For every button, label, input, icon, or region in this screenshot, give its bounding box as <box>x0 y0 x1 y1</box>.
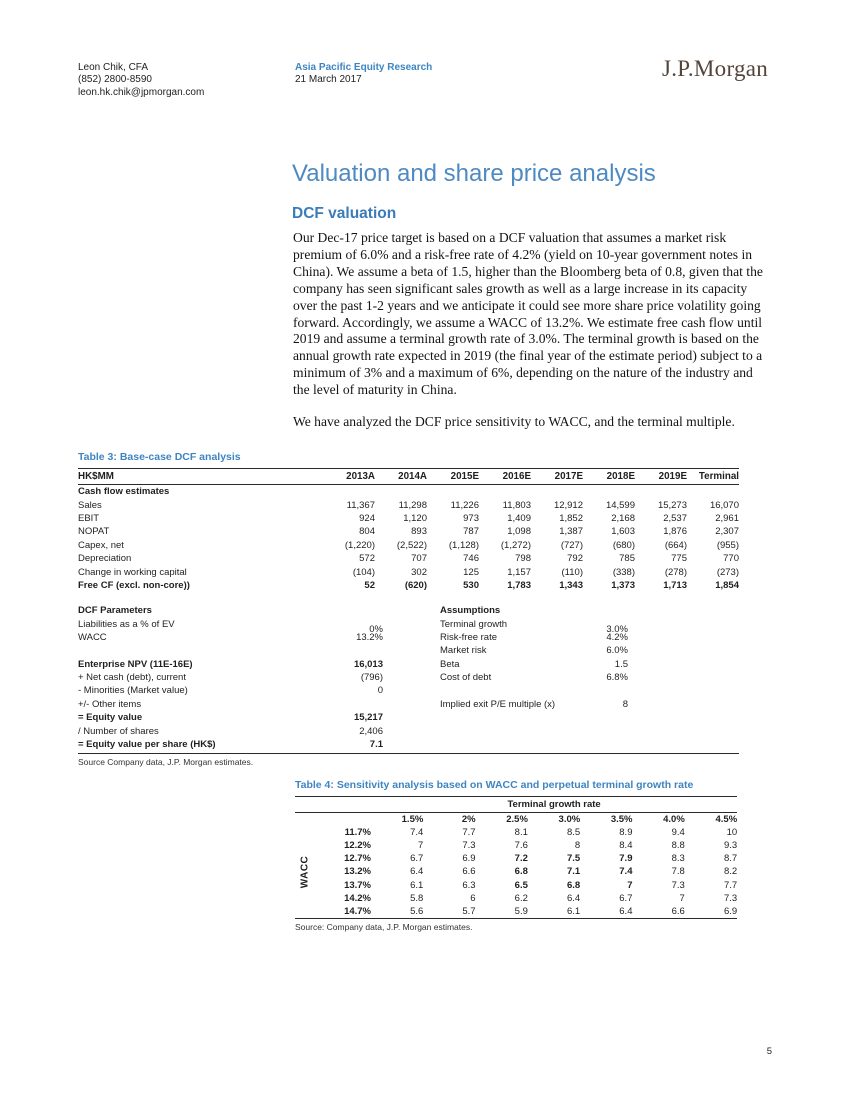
growth-rate-column-header: 3.5% <box>610 813 633 825</box>
sensitivity-cell: 8.8 <box>671 839 685 851</box>
sensitivity-cell: 5.9 <box>476 905 528 919</box>
dcf-params-grid <box>78 604 739 754</box>
row-label: Capex, net <box>78 539 124 551</box>
sensitivity-cell: 6.7 <box>619 892 633 904</box>
sensitivity-cell: 9.4 <box>671 826 685 838</box>
value-cell: 804 <box>359 526 375 538</box>
sensitivity-cell: 8.3 <box>671 853 685 865</box>
param-value <box>305 604 383 617</box>
value-cell: 787 <box>463 526 479 538</box>
wacc-axis-text: WACC <box>299 855 311 889</box>
value-cell: (273) <box>716 566 739 578</box>
spacer-cell <box>628 698 739 711</box>
value-cell: 1,876 <box>663 526 687 538</box>
sensitivity-cell: 7.7 <box>462 826 476 838</box>
param-value: 7.1 <box>369 739 383 751</box>
value-cell: 1,852 <box>559 512 583 524</box>
report-date: 21 March 2017 <box>295 74 362 86</box>
param-value: 16,013 <box>353 658 383 670</box>
sensitivity-cell: 7.8 <box>671 866 685 878</box>
param-label: = Equity value per share (HK$) <box>78 739 216 751</box>
sensitivity-row <box>295 878 737 891</box>
value-cell: 572 <box>359 553 375 565</box>
growth-rate-column-header: 2.5% <box>506 813 528 825</box>
param-label: = Equity value <box>78 712 143 724</box>
assumption-value <box>592 684 628 697</box>
sensitivity-row <box>295 852 737 865</box>
assumption-label: Beta <box>440 658 460 670</box>
sensitivity-cell: 6.4 <box>566 892 581 904</box>
param-value: (796) <box>360 672 383 684</box>
spacer-cell <box>383 618 440 631</box>
row-label: NOPAT <box>78 526 110 538</box>
param-label: - Minorities (Market value) <box>78 685 188 697</box>
value-cell: 1,343 <box>559 579 583 591</box>
spacer-cell <box>628 658 739 671</box>
dcf-table <box>78 468 739 592</box>
value-cell: 11,298 <box>398 499 427 511</box>
year-column-header: 2018E <box>583 469 635 485</box>
sensitivity-cell: 7.3 <box>723 892 738 904</box>
value-cell: 1,783 <box>507 579 531 591</box>
value-cell: 125 <box>463 566 479 578</box>
sensitivity-cell: 8.4 <box>619 839 633 851</box>
spacer-cell <box>628 738 739 751</box>
value-cell: 14,599 <box>605 499 635 511</box>
author-email: leon.hk.chik@jpmorgan.com <box>78 86 205 98</box>
spacer-cell <box>383 684 440 697</box>
wacc-value: 11.7% <box>344 826 371 838</box>
sensitivity-cell: 7.7 <box>723 879 738 891</box>
growth-rate-column-header: 2% <box>461 813 476 825</box>
spacer-cell <box>383 644 440 657</box>
sensitivity-cell: 8 <box>574 839 581 851</box>
spacer-cell <box>383 671 440 684</box>
spacer-cell <box>315 812 371 826</box>
year-column-header: 2014A <box>375 469 427 485</box>
sensitivity-cell: 8.2 <box>723 866 738 878</box>
spacer-cell <box>628 725 739 738</box>
sensitivity-cell: 8.1 <box>514 826 528 838</box>
value-cell: 11,803 <box>502 499 531 511</box>
terminal-growth-rate-header: Terminal growth rate <box>371 797 737 813</box>
value-cell: 15,273 <box>657 499 687 511</box>
year-column-header: 2013A <box>323 469 375 485</box>
sensitivity-table <box>295 796 737 919</box>
assumption-value <box>592 711 628 724</box>
value-cell: 16,070 <box>709 499 739 511</box>
sensitivity-cell: 7.3 <box>671 879 685 891</box>
author-name: Leon Chik, CFA <box>78 62 149 73</box>
param-label: WACC <box>78 631 107 643</box>
sensitivity-cell: 6.8 <box>514 866 528 878</box>
sensitivity-cell: 7 <box>627 879 633 891</box>
param-value <box>305 698 383 711</box>
assumption-label <box>440 725 592 738</box>
sensitivity-cell: 6.3 <box>462 879 476 891</box>
growth-rate-column-header: 4.5% <box>715 813 738 825</box>
sensitivity-cell: 7.1 <box>566 866 581 878</box>
year-column-header: 2019E <box>635 469 687 485</box>
value-cell: (664) <box>664 539 687 551</box>
assumption-value: 6.8% <box>606 672 628 684</box>
value-cell: 893 <box>411 526 427 538</box>
spacer-cell <box>383 698 440 711</box>
wacc-value: 12.2% <box>344 839 371 851</box>
value-cell: (338) <box>612 566 635 578</box>
table4-caption: Table 4: Sensitivity analysis based on WACC and perpetual terminal growth rate <box>295 779 694 791</box>
table-row <box>78 539 739 552</box>
assumption-label <box>440 711 592 724</box>
spacer-cell <box>383 725 440 738</box>
value-cell: (1,272) <box>500 539 531 551</box>
value-cell: 2,537 <box>663 512 687 524</box>
value-cell: (1,220) <box>344 539 375 551</box>
spacer-cell <box>628 604 739 617</box>
wacc-value: 14.2% <box>344 892 371 904</box>
sensitivity-cell: 5.8 <box>410 892 424 904</box>
table3-source: Source Company data, J.P. Morgan estimates. <box>78 757 254 768</box>
param-value: 0 <box>377 685 383 697</box>
value-cell: 775 <box>671 553 687 565</box>
assumption-label: Market risk <box>440 645 487 657</box>
publication-info <box>295 62 432 87</box>
assumption-value: 6.0% <box>606 645 628 657</box>
body-paragraph-1: Our Dec-17 price target is based on a DCF valuation that assumes a market risk premium of 6.0% and a risk-free rate of 4.2% (yield on 10-year government notes in China). We assume a beta of 1.5, higher than the Bloomberg beta of 0.8, given that the company has seen significant sales growth as well as a large increase in its capacity over the past 1-2 years and we anticipate it could see more share price volatility going forward. Accordingly, we assume a WACC of 13.2%. We estimate free cash flow until 2019 and assume a terminal growth rate of 3.0%. The terminal growth is based on the annual growth rate expected in 2019 (the final year of the estimate period) subject to a minimum of 3% and a maximum of 6%, depending on the nature of the industry and the level of maturity in China. <box>293 230 763 398</box>
jpmorgan-logo: J.P.Morgan <box>662 56 769 81</box>
value-cell: 1,854 <box>715 579 739 591</box>
value-cell: 798 <box>515 553 531 565</box>
wacc-axis-label <box>295 826 315 919</box>
research-division: Asia Pacific Equity Research <box>295 62 433 73</box>
assumption-value <box>592 604 628 617</box>
assumption-value: 1.5 <box>614 658 628 670</box>
value-cell: (727) <box>560 539 583 551</box>
value-cell: (278) <box>664 566 687 578</box>
sensitivity-cell: 7.3 <box>462 839 476 851</box>
growth-rate-column-header: 4.0% <box>663 813 685 825</box>
sensitivity-cell: 6.4 <box>580 905 632 919</box>
sensitivity-cell: 8.9 <box>619 826 633 838</box>
growth-rate-column-header: 1.5% <box>401 813 424 825</box>
sensitivity-cell: 7.5 <box>566 853 581 865</box>
value-cell: 792 <box>567 553 583 565</box>
value-cell: 770 <box>723 553 739 565</box>
sensitivity-cell: 6.8 <box>566 879 581 891</box>
sensitivity-cell: 9.3 <box>723 839 738 851</box>
value-cell: 785 <box>619 553 635 565</box>
table4-column-header-row <box>295 812 737 826</box>
sensitivity-row <box>295 826 737 839</box>
value-cell: 12,912 <box>553 499 583 511</box>
value-cell: 973 <box>463 512 479 524</box>
table3-caption: Table 3: Base-case DCF analysis <box>78 451 241 463</box>
spacer-cell <box>383 738 440 751</box>
assumption-label: Risk-free rate <box>440 631 498 643</box>
param-value <box>305 644 383 657</box>
param-value: 0% <box>369 623 383 635</box>
spacer-cell <box>383 658 440 671</box>
sensitivity-cell: 10 <box>726 826 738 838</box>
sensitivity-cell: 7.9 <box>619 853 633 865</box>
row-label: Change in working capital <box>78 566 187 578</box>
param-label: +/- Other items <box>78 698 142 710</box>
value-cell: 1,409 <box>507 512 531 524</box>
sensitivity-cell: 7.2 <box>514 853 528 865</box>
page-title: Valuation and share price analysis <box>292 160 656 187</box>
value-cell: (104) <box>352 566 375 578</box>
table-row <box>78 579 739 592</box>
value-cell: (955) <box>716 539 739 551</box>
table-row <box>78 565 739 578</box>
sensitivity-row <box>295 892 737 905</box>
year-column-header: 2015E <box>427 469 479 485</box>
sensitivity-cell: 6.4 <box>410 866 424 878</box>
sensitivity-cell: 7 <box>418 839 424 851</box>
wacc-value: 13.7% <box>344 879 371 891</box>
section-heading: DCF valuation <box>292 205 397 222</box>
section-label: Cash flow estimates <box>78 486 170 498</box>
growth-rate-column-header: 3.0% <box>558 813 581 825</box>
sensitivity-table-block <box>295 779 737 932</box>
section-row <box>78 485 739 499</box>
param-value: 13.2% <box>356 631 383 643</box>
sensitivity-cell: 7.6 <box>514 839 528 851</box>
assumption-label <box>440 738 592 751</box>
year-column-header: Terminal <box>687 469 739 485</box>
table-header-row <box>78 469 739 485</box>
sensitivity-cell: 5.7 <box>423 905 475 919</box>
assumption-value <box>592 725 628 738</box>
row-label: Free CF (excl. non-core)) <box>78 579 190 591</box>
unit-label: HK$MM <box>78 469 323 485</box>
value-cell: (110) <box>561 566 583 578</box>
value-cell: 52 <box>364 579 375 591</box>
value-cell: 1,713 <box>663 579 687 591</box>
sensitivity-cell: 6.9 <box>685 905 737 919</box>
value-cell: (680) <box>612 539 635 551</box>
spacer-cell <box>628 644 739 657</box>
value-cell: 530 <box>463 579 479 591</box>
param-value: 15,217 <box>353 712 383 724</box>
value-cell: 1,157 <box>507 566 531 578</box>
param-label <box>78 644 305 657</box>
spacer-cell <box>383 604 440 617</box>
spacer-cell <box>383 711 440 724</box>
spacer-cell <box>295 812 315 826</box>
sensitivity-cell: 6.7 <box>410 853 424 865</box>
value-cell: 1,387 <box>559 526 583 538</box>
value-cell: 1,603 <box>611 526 635 538</box>
assumption-label: Implied exit P/E multiple (x) <box>440 698 556 710</box>
table4-group-header-row <box>295 797 737 813</box>
wacc-value: 12.7% <box>344 853 371 865</box>
table-row <box>78 498 739 511</box>
assumption-value: 3.0% <box>606 623 628 635</box>
sensitivity-cell: 6.1 <box>528 905 580 919</box>
row-label: Depreciation <box>78 553 132 565</box>
sensitivity-cell: 6.9 <box>462 853 476 865</box>
value-cell: 11,226 <box>450 499 479 511</box>
sensitivity-cell: 6.1 <box>410 879 424 891</box>
wacc-value: 13.2% <box>344 866 371 878</box>
value-cell: 2,168 <box>611 512 635 524</box>
row-label: EBIT <box>78 512 100 524</box>
value-cell: (2,522) <box>396 539 427 551</box>
sensitivity-cell: 6.6 <box>462 866 476 878</box>
sensitivity-cell: 5.6 <box>371 905 423 919</box>
assumption-value: 8 <box>622 698 628 710</box>
sensitivity-cell: 8.7 <box>723 853 738 865</box>
assumption-label: Terminal growth <box>440 618 508 630</box>
spacer-cell <box>628 671 739 684</box>
spacer-cell <box>628 684 739 697</box>
sensitivity-row <box>295 865 737 878</box>
spacer-cell <box>628 631 739 644</box>
sensitivity-cell: 8.5 <box>566 826 581 838</box>
sensitivity-row <box>295 839 737 852</box>
sensitivity-cell: 7 <box>679 892 685 904</box>
author-phone: (852) 2800-8590 <box>78 74 152 86</box>
sensitivity-cell: 6 <box>470 892 476 904</box>
row-label: Sales <box>78 499 102 511</box>
sensitivity-row <box>295 905 737 919</box>
assumption-value: 4.2% <box>606 631 628 643</box>
spacer-cell <box>295 797 371 813</box>
table-row <box>78 525 739 538</box>
sensitivity-cell: 6.2 <box>514 892 528 904</box>
dcf-table-block <box>78 451 739 767</box>
sensitivity-cell: 7.4 <box>410 826 424 838</box>
value-cell: 1,098 <box>507 526 531 538</box>
spacer-cell <box>628 618 739 631</box>
value-cell: 924 <box>359 512 375 524</box>
table4-source: Source: Company data, J.P. Morgan estimates. <box>295 922 473 932</box>
param-value: 2,406 <box>359 725 383 737</box>
param-label: Liabilities as a % of EV <box>78 618 175 630</box>
param-label: Enterprise NPV (11E-16E) <box>78 658 193 670</box>
param-label: + Net cash (debt), current <box>78 672 186 684</box>
assumption-label <box>440 684 592 697</box>
value-cell: 1,373 <box>611 579 635 591</box>
sensitivity-cell: 6.6 <box>632 905 684 919</box>
assumption-label: Cost of debt <box>440 672 492 684</box>
sensitivity-cell: 7.4 <box>619 866 633 878</box>
table-row <box>78 552 739 565</box>
param-label: DCF Parameters <box>78 605 152 617</box>
table-row <box>78 512 739 525</box>
value-cell: 746 <box>463 553 479 565</box>
value-cell: 2,961 <box>715 512 739 524</box>
assumption-value <box>592 738 628 751</box>
value-cell: (1,128) <box>448 539 479 551</box>
body-paragraph-2: We have analyzed the DCF price sensitivity to WACC, and the terminal multiple. <box>293 414 735 429</box>
header-contact <box>78 62 204 99</box>
year-column-header: 2017E <box>531 469 583 485</box>
param-label: / Number of shares <box>78 725 159 737</box>
spacer-cell <box>628 711 739 724</box>
value-cell: 707 <box>411 553 427 565</box>
spacer-cell <box>383 631 440 644</box>
value-cell: (620) <box>404 579 427 591</box>
wacc-value: 14.7% <box>315 905 371 919</box>
year-column-header: 2016E <box>479 469 531 485</box>
sensitivity-cell: 6.5 <box>514 879 528 891</box>
value-cell: 11,367 <box>346 499 375 511</box>
value-cell: 1,120 <box>403 512 427 524</box>
value-cell: 302 <box>411 566 427 578</box>
value-cell: 2,307 <box>715 526 739 538</box>
page-number: 5 <box>766 1046 772 1057</box>
assumption-label: Assumptions <box>440 605 501 617</box>
